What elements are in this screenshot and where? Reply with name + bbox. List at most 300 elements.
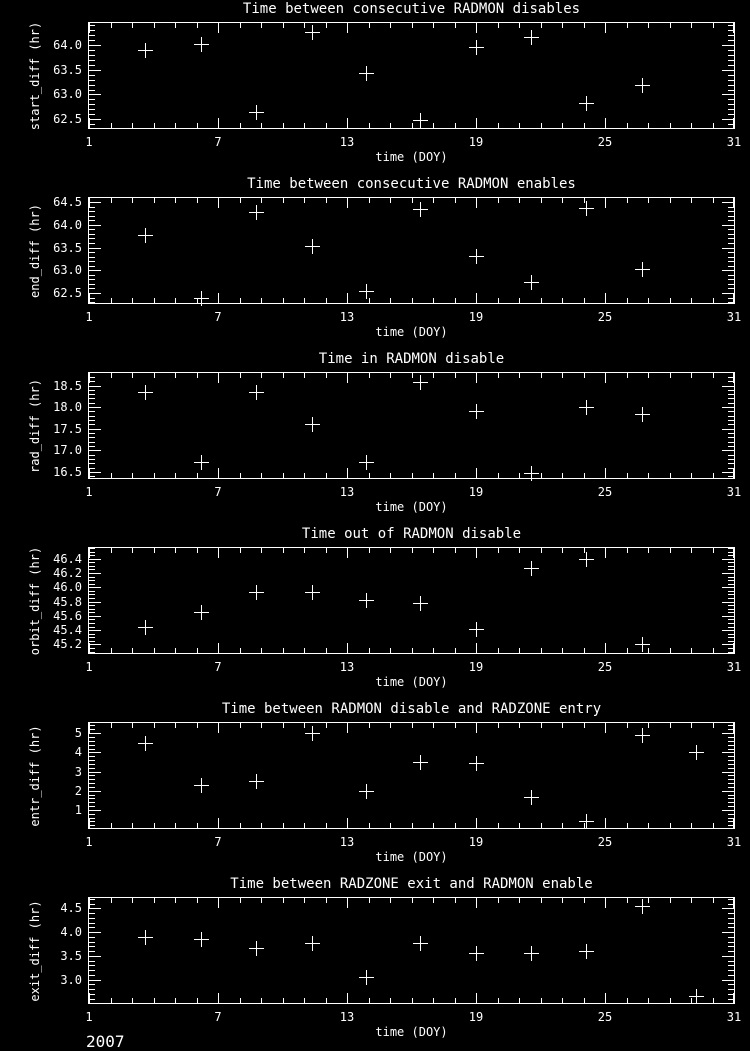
axis-tick bbox=[728, 984, 734, 985]
axis-tick bbox=[412, 23, 413, 28]
axis-tick bbox=[728, 252, 734, 253]
axis-tick bbox=[498, 198, 499, 203]
axis-tick bbox=[89, 612, 95, 613]
axis-tick bbox=[89, 630, 101, 631]
y-tick-label: 46.4 bbox=[53, 551, 82, 566]
data-point-marker bbox=[469, 756, 484, 771]
axis-tick bbox=[154, 648, 155, 653]
axis-tick bbox=[722, 587, 734, 588]
axis-tick bbox=[197, 998, 198, 1003]
axis-tick bbox=[498, 998, 499, 1003]
axis-tick bbox=[455, 373, 456, 378]
axis-tick bbox=[89, 559, 101, 560]
axis-tick bbox=[89, 594, 95, 595]
data-point-marker bbox=[138, 385, 153, 400]
axis-tick bbox=[154, 823, 155, 828]
axis-tick bbox=[728, 99, 734, 100]
axis-tick bbox=[89, 810, 101, 811]
axis-tick bbox=[455, 998, 456, 1003]
axis-tick bbox=[728, 795, 734, 796]
axis-tick bbox=[691, 648, 692, 653]
axis-tick bbox=[728, 411, 734, 412]
axis-tick bbox=[476, 898, 477, 908]
x-tick-label: 1 bbox=[85, 135, 93, 149]
x-tick-label: 13 bbox=[339, 485, 355, 499]
axis-tick bbox=[89, 573, 101, 574]
axis-tick bbox=[728, 114, 734, 115]
axis-tick bbox=[728, 594, 734, 595]
y-axis-label: exit_diff (hr) bbox=[28, 900, 42, 1002]
axis-tick bbox=[498, 898, 499, 903]
y-tick-label: 3.0 bbox=[60, 972, 82, 987]
axis-tick bbox=[722, 908, 734, 909]
axis-tick bbox=[89, 634, 95, 635]
axis-tick bbox=[728, 463, 734, 464]
axis-tick bbox=[722, 450, 734, 451]
axis-tick bbox=[584, 123, 585, 128]
axis-tick bbox=[627, 473, 628, 478]
axis-tick bbox=[89, 386, 101, 387]
axis-tick bbox=[111, 548, 112, 553]
axis-tick bbox=[89, 637, 95, 638]
axis-tick bbox=[562, 198, 563, 203]
axis-tick bbox=[476, 373, 477, 383]
data-point-marker bbox=[249, 105, 264, 120]
axis-tick bbox=[584, 648, 585, 653]
axis-tick bbox=[455, 823, 456, 828]
axis-tick bbox=[89, 40, 95, 41]
data-point-marker bbox=[635, 78, 650, 93]
axis-tick bbox=[519, 23, 520, 28]
axis-tick bbox=[89, 587, 101, 588]
axis-tick bbox=[89, 80, 95, 81]
data-point-marker bbox=[194, 778, 209, 793]
axis-tick bbox=[261, 998, 262, 1003]
axis-tick bbox=[728, 745, 734, 746]
axis-tick bbox=[89, 85, 95, 86]
axis-tick bbox=[111, 123, 112, 128]
axis-tick bbox=[347, 993, 348, 1003]
axis-tick bbox=[347, 468, 348, 478]
axis-tick bbox=[111, 198, 112, 203]
data-point-marker bbox=[579, 96, 594, 111]
axis-tick bbox=[89, 45, 101, 46]
axis-tick bbox=[728, 398, 734, 399]
axis-tick bbox=[89, 202, 101, 203]
axis-tick bbox=[89, 927, 95, 928]
axis-tick bbox=[89, 381, 95, 382]
data-point-marker bbox=[413, 202, 428, 217]
axis-tick bbox=[89, 450, 101, 451]
data-point-marker bbox=[305, 936, 320, 951]
axis-tick bbox=[89, 984, 95, 985]
axis-tick bbox=[132, 473, 133, 478]
axis-tick bbox=[89, 468, 95, 469]
axis-tick bbox=[240, 823, 241, 828]
axis-tick bbox=[369, 473, 370, 478]
axis-tick bbox=[218, 993, 219, 1003]
axis-tick bbox=[175, 473, 176, 478]
axis-tick bbox=[728, 598, 734, 599]
y-tick-label: 45.8 bbox=[53, 594, 82, 609]
axis-tick bbox=[648, 298, 649, 303]
axis-tick bbox=[722, 602, 734, 603]
axis-tick bbox=[455, 298, 456, 303]
y-tick-label: 18.5 bbox=[53, 378, 82, 393]
axis-tick bbox=[728, 562, 734, 563]
axis-tick bbox=[89, 725, 95, 726]
axis-tick bbox=[89, 965, 95, 966]
axis-tick bbox=[89, 270, 101, 271]
axis-tick bbox=[304, 823, 305, 828]
data-point-marker bbox=[579, 201, 594, 216]
data-point-marker bbox=[138, 620, 153, 635]
x-tick-label: 1 bbox=[85, 835, 93, 849]
plot-title: Time between RADZONE exit and RADMON enable bbox=[230, 876, 593, 892]
y-tick-label: 17.5 bbox=[53, 421, 82, 436]
axis-tick bbox=[728, 229, 734, 230]
axis-tick bbox=[728, 459, 734, 460]
axis-tick bbox=[562, 723, 563, 728]
axis-tick bbox=[175, 198, 176, 203]
axis-tick bbox=[728, 975, 734, 976]
axis-tick bbox=[132, 548, 133, 553]
axis-tick bbox=[728, 377, 734, 378]
x-axis-label: time (DOY) bbox=[375, 325, 448, 339]
axis-tick bbox=[218, 723, 219, 733]
axis-tick bbox=[347, 198, 348, 208]
data-point-marker bbox=[305, 239, 320, 254]
data-point-marker bbox=[635, 262, 650, 277]
axis-tick bbox=[728, 970, 734, 971]
axis-tick bbox=[722, 45, 734, 46]
axis-tick bbox=[390, 473, 391, 478]
axis-tick bbox=[89, 284, 95, 285]
axis-tick bbox=[89, 795, 95, 796]
x-tick-label: 7 bbox=[214, 485, 222, 499]
axis-tick bbox=[132, 823, 133, 828]
y-axis-label: end_diff (hr) bbox=[28, 204, 42, 298]
axis-tick bbox=[713, 198, 714, 203]
axis-tick bbox=[455, 898, 456, 903]
axis-tick bbox=[728, 569, 734, 570]
axis-tick bbox=[728, 818, 734, 819]
axis-tick bbox=[728, 994, 734, 995]
axis-tick bbox=[218, 293, 219, 303]
axis-tick bbox=[390, 123, 391, 128]
axis-tick bbox=[733, 818, 734, 828]
axis-tick bbox=[605, 373, 606, 383]
axis-tick bbox=[111, 898, 112, 903]
axis-tick bbox=[261, 723, 262, 728]
axis-tick bbox=[89, 50, 95, 51]
axis-tick bbox=[304, 548, 305, 553]
axis-tick bbox=[89, 302, 95, 303]
axis-tick bbox=[89, 288, 95, 289]
axis-tick bbox=[433, 548, 434, 553]
axis-tick bbox=[390, 723, 391, 728]
axis-tick bbox=[562, 823, 563, 828]
axis-tick bbox=[89, 904, 95, 905]
axis-tick bbox=[89, 446, 95, 447]
axis-tick bbox=[89, 552, 95, 553]
axis-tick bbox=[476, 198, 477, 208]
y-tick-label: 3 bbox=[74, 764, 82, 779]
axis-tick bbox=[728, 381, 734, 382]
axis-tick bbox=[89, 760, 95, 761]
axis-tick bbox=[283, 298, 284, 303]
y-tick-label: 62.5 bbox=[53, 286, 82, 300]
axis-tick bbox=[728, 725, 734, 726]
axis-tick bbox=[728, 390, 734, 391]
axis-tick bbox=[728, 927, 734, 928]
axis-tick bbox=[89, 641, 95, 642]
axis-tick bbox=[476, 818, 477, 828]
axis-tick bbox=[89, 791, 101, 792]
axis-tick bbox=[132, 648, 133, 653]
axis-tick bbox=[390, 198, 391, 203]
axis-tick bbox=[728, 416, 734, 417]
axis-tick bbox=[455, 123, 456, 128]
y-tick-label: 5 bbox=[74, 726, 82, 741]
axis-tick bbox=[713, 298, 714, 303]
data-point-marker bbox=[138, 736, 153, 751]
axis-tick bbox=[326, 898, 327, 903]
axis-tick bbox=[728, 25, 734, 26]
axis-tick bbox=[304, 198, 305, 203]
axis-tick bbox=[111, 473, 112, 478]
axis-tick bbox=[733, 548, 734, 558]
axis-tick bbox=[722, 616, 734, 617]
axis-tick bbox=[240, 473, 241, 478]
axis-tick bbox=[390, 898, 391, 903]
subplot-end-diff bbox=[0, 175, 750, 350]
axis-tick bbox=[728, 623, 734, 624]
axis-tick bbox=[89, 946, 95, 947]
axis-tick bbox=[89, 814, 95, 815]
axis-tick bbox=[154, 23, 155, 28]
data-point-marker bbox=[305, 25, 320, 40]
y-axis-label: orbit_diff (hr) bbox=[28, 546, 42, 656]
axis-tick bbox=[670, 198, 671, 203]
axis-tick bbox=[261, 198, 262, 203]
data-point-marker bbox=[359, 455, 374, 470]
axis-tick bbox=[89, 584, 95, 585]
axis-tick bbox=[713, 123, 714, 128]
x-tick-label: 19 bbox=[468, 310, 484, 324]
y-tick-label: 62.5 bbox=[53, 112, 82, 127]
axis-tick bbox=[728, 737, 734, 738]
axis-tick bbox=[261, 648, 262, 653]
axis-tick bbox=[390, 548, 391, 553]
axis-tick bbox=[728, 946, 734, 947]
axis-tick bbox=[89, 602, 101, 603]
axis-tick bbox=[728, 60, 734, 61]
axis-tick bbox=[89, 733, 101, 734]
axis-tick bbox=[713, 898, 714, 903]
axis-tick bbox=[728, 609, 734, 610]
axis-tick bbox=[728, 942, 734, 943]
axis-tick bbox=[648, 123, 649, 128]
axis-tick bbox=[728, 243, 734, 244]
axis-tick bbox=[326, 648, 327, 653]
axis-tick bbox=[347, 118, 348, 128]
y-tick-label: 45.6 bbox=[53, 608, 82, 623]
axis-tick bbox=[728, 90, 734, 91]
axis-tick bbox=[89, 783, 95, 784]
subplot-start-diff bbox=[0, 0, 750, 175]
subplot-orbit-diff bbox=[0, 525, 750, 700]
axis-tick bbox=[728, 261, 734, 262]
axis-tick bbox=[728, 238, 734, 239]
axis-tick bbox=[261, 373, 262, 378]
x-tick-label: 1 bbox=[85, 660, 93, 674]
axis-tick bbox=[728, 298, 734, 299]
axis-tick bbox=[89, 598, 95, 599]
axis-tick bbox=[728, 999, 734, 1000]
axis-tick bbox=[670, 298, 671, 303]
axis-tick bbox=[728, 257, 734, 258]
axis-tick bbox=[175, 123, 176, 128]
axis-tick bbox=[89, 932, 101, 933]
axis-tick bbox=[433, 473, 434, 478]
axis-tick bbox=[728, 965, 734, 966]
axis-tick bbox=[412, 723, 413, 728]
axis-tick bbox=[691, 823, 692, 828]
axis-tick bbox=[175, 373, 176, 378]
axis-tick bbox=[498, 723, 499, 728]
axis-tick bbox=[197, 198, 198, 203]
axis-tick bbox=[175, 23, 176, 28]
axis-tick bbox=[728, 437, 734, 438]
axis-tick bbox=[218, 818, 219, 828]
plot-area bbox=[88, 197, 735, 304]
axis-tick bbox=[562, 373, 563, 378]
axis-tick bbox=[498, 548, 499, 553]
axis-tick bbox=[519, 473, 520, 478]
axis-tick bbox=[519, 548, 520, 553]
axis-tick bbox=[240, 548, 241, 553]
data-point-marker bbox=[469, 40, 484, 55]
data-point-marker bbox=[413, 596, 428, 611]
axis-tick bbox=[89, 90, 95, 91]
axis-tick bbox=[498, 23, 499, 28]
data-point-marker bbox=[194, 932, 209, 947]
x-tick-label: 19 bbox=[468, 135, 484, 149]
axis-tick bbox=[722, 293, 734, 294]
axis-tick bbox=[89, 261, 95, 262]
axis-tick bbox=[728, 284, 734, 285]
axis-tick bbox=[433, 998, 434, 1003]
axis-tick bbox=[240, 198, 241, 203]
axis-tick bbox=[648, 823, 649, 828]
axis-tick bbox=[627, 198, 628, 203]
axis-tick bbox=[728, 403, 734, 404]
axis-tick bbox=[584, 298, 585, 303]
data-point-marker bbox=[524, 790, 539, 805]
axis-tick bbox=[728, 109, 734, 110]
axis-tick bbox=[728, 555, 734, 556]
axis-tick bbox=[728, 468, 734, 469]
axis-tick bbox=[89, 779, 95, 780]
axis-tick bbox=[476, 23, 477, 33]
axis-tick bbox=[240, 998, 241, 1003]
y-tick-label: 63.5 bbox=[53, 62, 82, 77]
axis-tick bbox=[89, 616, 101, 617]
x-tick-label: 31 bbox=[726, 1010, 742, 1024]
axis-tick bbox=[728, 446, 734, 447]
axis-tick bbox=[728, 124, 734, 125]
axis-tick bbox=[197, 123, 198, 128]
axis-tick bbox=[519, 898, 520, 903]
plot-title: Time in RADMON disable bbox=[318, 351, 505, 367]
axis-tick bbox=[154, 123, 155, 128]
axis-tick bbox=[89, 279, 95, 280]
axis-tick bbox=[648, 23, 649, 28]
axis-tick bbox=[728, 760, 734, 761]
y-tick-label: 1 bbox=[74, 802, 82, 817]
axis-tick bbox=[648, 473, 649, 478]
axis-tick bbox=[605, 818, 606, 828]
axis-tick bbox=[304, 473, 305, 478]
axis-tick bbox=[691, 23, 692, 28]
data-point-marker bbox=[359, 284, 374, 299]
axis-tick bbox=[89, 577, 95, 578]
x-axis-label: time (DOY) bbox=[375, 675, 448, 689]
axis-tick bbox=[197, 823, 198, 828]
axis-tick bbox=[197, 23, 198, 28]
data-point-marker bbox=[138, 43, 153, 58]
x-tick-label: 13 bbox=[339, 1010, 355, 1024]
axis-tick bbox=[728, 30, 734, 31]
axis-tick bbox=[154, 898, 155, 903]
axis-tick bbox=[89, 648, 95, 649]
axis-tick bbox=[261, 823, 262, 828]
data-point-marker bbox=[138, 930, 153, 945]
axis-tick bbox=[728, 288, 734, 289]
axis-tick bbox=[326, 998, 327, 1003]
axis-tick bbox=[728, 216, 734, 217]
axis-tick bbox=[390, 298, 391, 303]
axis-tick bbox=[519, 123, 520, 128]
axis-tick bbox=[261, 123, 262, 128]
axis-tick bbox=[240, 898, 241, 903]
data-point-marker bbox=[138, 228, 153, 243]
axis-tick bbox=[369, 998, 370, 1003]
axis-tick bbox=[562, 998, 563, 1003]
axis-tick bbox=[154, 723, 155, 728]
x-tick-label: 7 bbox=[214, 660, 222, 674]
axis-tick bbox=[132, 373, 133, 378]
subplot-exit-diff bbox=[0, 875, 750, 1050]
axis-tick bbox=[89, 908, 101, 909]
axis-tick bbox=[326, 198, 327, 203]
data-point-marker bbox=[469, 404, 484, 419]
axis-tick bbox=[261, 898, 262, 903]
x-tick-label: 31 bbox=[726, 660, 742, 674]
x-tick-label: 31 bbox=[726, 310, 742, 324]
axis-tick bbox=[728, 641, 734, 642]
axis-tick bbox=[728, 768, 734, 769]
axis-tick bbox=[722, 472, 734, 473]
axis-tick bbox=[197, 898, 198, 903]
axis-tick bbox=[369, 723, 370, 728]
axis-tick bbox=[541, 198, 542, 203]
axis-tick bbox=[562, 473, 563, 478]
axis-tick bbox=[89, 562, 95, 563]
axis-tick bbox=[89, 238, 95, 239]
axis-tick bbox=[89, 980, 101, 981]
